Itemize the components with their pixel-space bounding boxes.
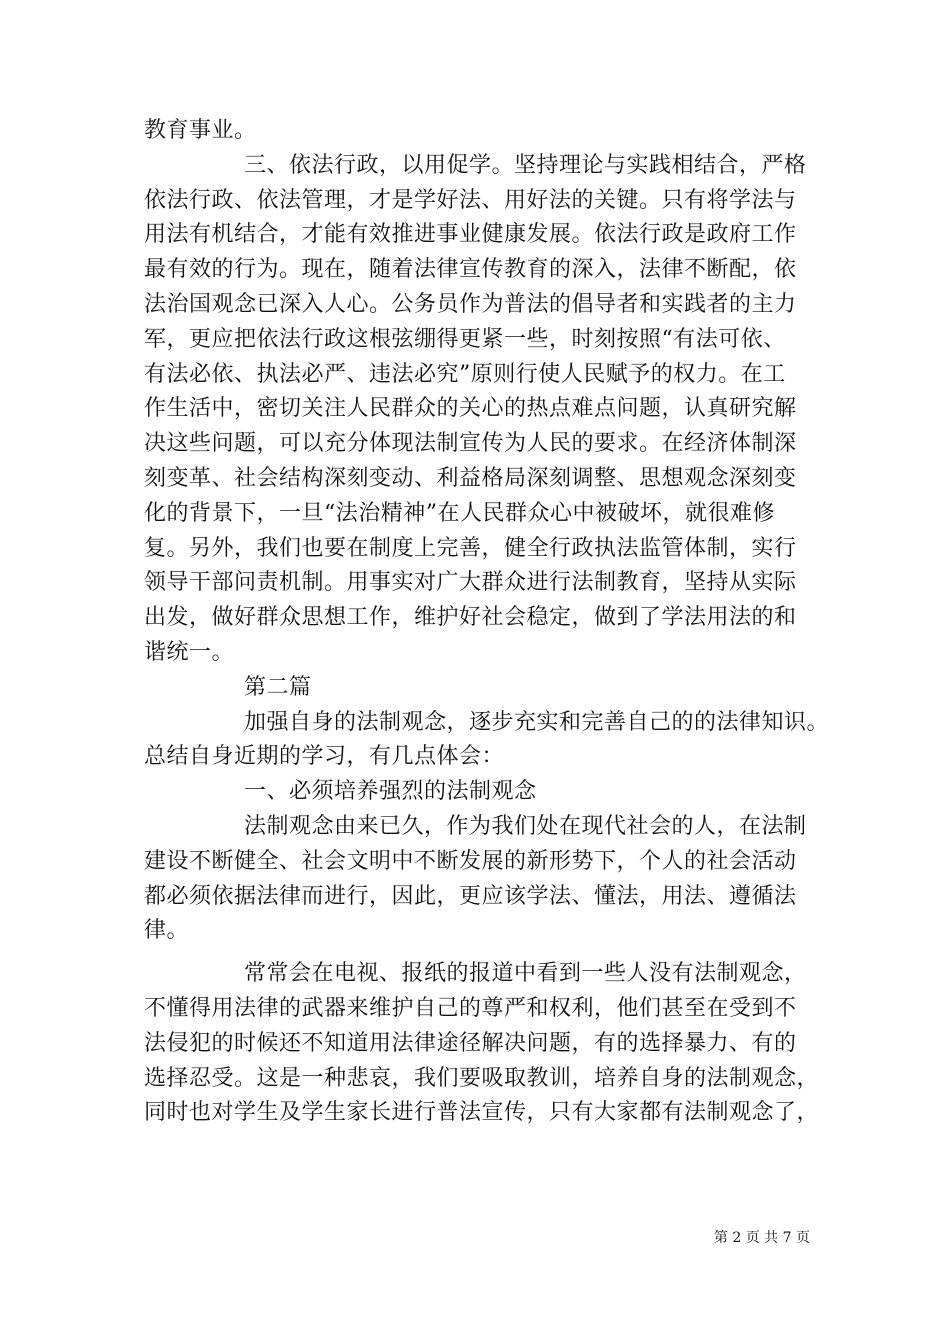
text-line: 领导干部问责机制。用事实对广大群众进行法制教育，坚持从实际 [144, 570, 797, 596]
paragraph [144, 810, 814, 949]
text-line: 谐统一。 [144, 639, 235, 665]
paragraph-gap [144, 949, 814, 957]
text-line: 依法行政、依法管理，才是学好法、用好法的关键。只有将学法与 [144, 187, 797, 213]
text-line: 第二篇 [244, 674, 312, 700]
text-line: 有法必依、执法必严、违法必究”原则行使人民赋予的权力。在工 [144, 361, 786, 387]
text-line: 用法有机结合，才能有效推进事业健康发展。依法行政是政府工作 [144, 222, 797, 248]
document-body [144, 114, 830, 1131]
text-line: 作生活中，密切关注人民群众的关心的热点难点问题，认真研究解 [144, 396, 797, 422]
text-line: 一、必须培养强烈的法制观念 [244, 779, 537, 805]
text-line: 三、依法行政，以用促学。坚持理论与实践相结合，严格 [244, 152, 807, 178]
text-line: 刻变革、社会结构深刻变动、利益格局深刻调整、思想观念深刻变 [144, 465, 797, 491]
paragraph [144, 671, 814, 706]
text-line: 复。另外，我们也要在制度上完善，健全行政执法监管体制，实行 [144, 535, 797, 561]
text-line: 不懂得用法律的武器来维护自己的尊严和权利，他们甚至在受到不 [144, 995, 797, 1021]
text-line: 同时也对学生及学生家长进行普法宣传，只有大家都有法制观念了， [144, 1100, 820, 1126]
text-line: 总结自身近期的学习，有几点体会： [144, 744, 505, 770]
text-line: 化的背景下，一旦“法治精神”在人民群众心中被破坏，就很难修 [144, 500, 775, 526]
paragraph [144, 114, 814, 149]
text-line: 法侵犯的时候还不知道用法律途径解决问题，有的选择暴力、有的 [144, 1030, 797, 1056]
text-line: 建设不断健全、社会文明中不断发展的新形势下，个人的社会活动 [144, 848, 797, 874]
text-line: 律。 [144, 918, 190, 944]
paragraph [144, 149, 814, 671]
text-line: 常常会在电视、报纸的报道中看到一些人没有法制观念， [244, 961, 807, 987]
text-line: 决这些问题，可以充分体现法制宣传为人民的要求。在经济体制深 [144, 431, 797, 457]
text-line: 都必须依据法律而进行，因此，更应该学法、懂法，用法、遵循法 [144, 883, 797, 909]
text-line: 法治国观念已深入人心。公务员作为普法的倡导者和实践者的主力 [144, 291, 797, 317]
paragraph [144, 775, 814, 810]
paragraph [144, 957, 820, 1131]
text-line: 教育事业。 [144, 118, 257, 143]
text-line: 军，更应把依法行政这根弦绷得更紧一些，时刻按照“有法可依、 [144, 326, 786, 352]
paragraph [144, 706, 830, 776]
text-line: 出发，做好群众思想工作，维护好社会稳定，做到了学法用法的和 [144, 605, 797, 631]
text-line: 最有效的行为。现在，随着法律宣传教育的深入，法律不断配，依 [144, 257, 797, 283]
text-line: 法制观念由来已久，作为我们处在现代社会的人，在法制 [244, 813, 807, 839]
page-number: 第 2 页 共 7 页 [713, 1230, 810, 1246]
text-line: 加强自身的法制观念，逐步充实和完善自己的的法律知识。 [244, 709, 830, 735]
text-line: 选择忍受。这是一种悲哀，我们要吸取教训，培养自身的法制观念， [144, 1065, 820, 1091]
